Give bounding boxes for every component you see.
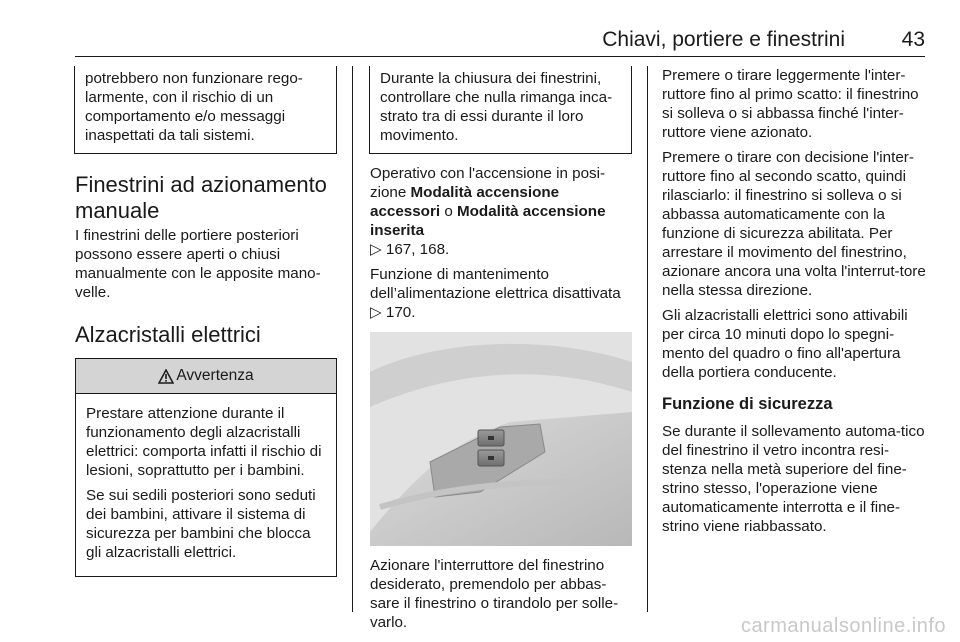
continued-note-text: potrebbero non funzionare rego-larmente, con il rischio di un comportamento e/o messaggi inaspettati da tali sistemi. xyxy=(85,70,303,144)
page-header xyxy=(75,26,925,57)
activation-time-text: Gli alzacristalli elettrici sono attivabili per circa 10 minuti dopo lo spegni-mento del quadro o fino all'apertura della portiera conducente. xyxy=(662,307,908,381)
warning-title: Avvertenza xyxy=(176,367,254,384)
warning-box xyxy=(75,358,337,577)
warning-header xyxy=(76,359,336,394)
column-divider-2 xyxy=(647,66,648,612)
caution-note-box xyxy=(369,66,632,154)
page-ref-icon: ▷ xyxy=(370,304,382,321)
section-title-safety: Funzione di sicurezza xyxy=(662,395,833,413)
warning-body xyxy=(76,394,336,576)
column-divider-1 xyxy=(352,66,353,612)
retained-power-label: Funzione di mantenimento dell’alimentazione elettrica disattivata xyxy=(370,266,621,302)
column-1 xyxy=(75,66,337,577)
column-2 xyxy=(370,66,632,638)
door-switch-drawing xyxy=(370,332,632,546)
retained-power-text xyxy=(370,265,632,322)
section-title-power-windows: Alzacristalli elettrici xyxy=(75,322,261,347)
header-title: Chiavi, portiere e finestrini xyxy=(602,28,845,51)
page-number: 43 xyxy=(901,28,925,51)
warning-paragraph-1: Prestare attenzione durante il funzionamento degli alzacristalli elettrici: comporta infatti il rischio di lesioni, soprattutto per i bambini. xyxy=(86,405,322,479)
manual-windows-text: I finestrini delle portiere posteriori possono essere aperti o chiusi manualmente con le apposite mano-velle. xyxy=(75,227,321,301)
ignition-mode-text xyxy=(370,164,632,259)
continued-note-box xyxy=(74,66,337,154)
first-detent-text: Premere o tirare leggermente l'inter-ruttore fino al primo scatto: il finestrino si solleva o si abbassa finché l'inter-ruttore viene azionato. xyxy=(662,67,919,141)
page-ref-icon: ▷ xyxy=(370,241,382,258)
caution-note-text: Durante la chiusura dei finestrini, controllare che nulla rimanga inca-strato tra di essi durante il loro movimento. xyxy=(380,70,613,144)
mode-inserita-label: Modalità accensione inserita xyxy=(370,203,606,239)
figure-caption: Azionare l'interruttore del finestrino desiderato, premendolo per abbas-sare il finestrino o tirandolo per solle-varlo. xyxy=(370,557,619,631)
section-title-manual-windows: Finestrini ad azionamento manuale xyxy=(75,172,327,223)
warning-paragraph-2: Se sui sedili posteriori sono seduti dei bambini, attivare il sistema di sicurezza per bambini che blocca gli alzacristalli elettrici. xyxy=(86,487,316,561)
mode-accessori-label: Modalità accensione accessori xyxy=(370,184,560,220)
ignition-or: o xyxy=(440,203,457,220)
ignition-prefix: Operativo con l'accensione in posi-zione xyxy=(370,165,606,201)
page-refs[interactable]: 167, 168. xyxy=(381,241,450,258)
window-switch-illustration xyxy=(370,332,632,546)
warning-triangle-icon xyxy=(158,369,174,384)
page-ref-170[interactable]: 170. xyxy=(381,304,416,321)
second-detent-text: Premere o tirare con decisione l'inter-ruttore fino al secondo scatto, quindi rilasciarlo: il finestrino si solleva o si abbassa automaticamente con la funzione di sicurezza abilitata. Per arrestare il movimento del finestrino, azionare ancora una volta l'interrut-tore nella stessa direzione. xyxy=(662,149,926,299)
watermark: carmanualsonline.info xyxy=(740,615,946,637)
column-3 xyxy=(662,66,927,542)
safety-function-text: Se durante il sollevamento automa-tico del finestrino il vetro incontra resi-stenza nella metà superiore del fine-strino stesso, l'operazione viene automaticamente interrotta e il fine-strino viene riabbassato. xyxy=(662,423,925,535)
